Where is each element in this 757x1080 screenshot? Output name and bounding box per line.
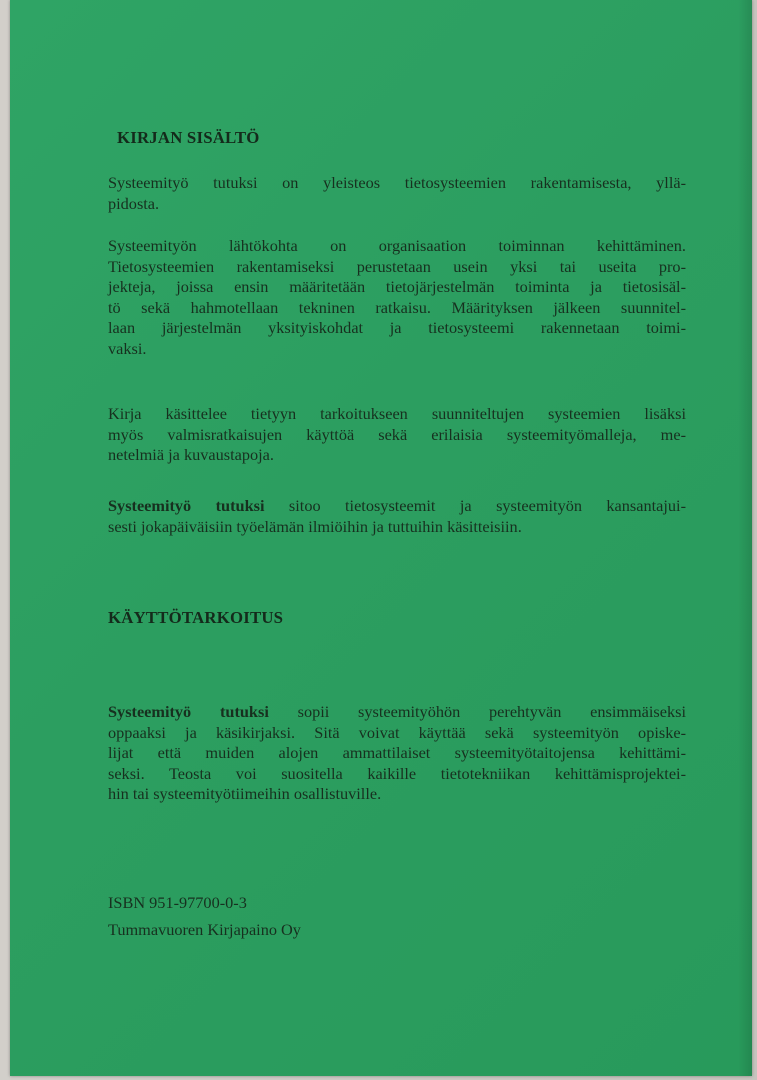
text-line: pidosta.	[108, 193, 160, 213]
text-line: Systeemityö tutuksi on yleisteos tietosysteemien rakentamisesta, yllä-	[108, 173, 686, 192]
text-line: hin tai systeemityötiimeihin osallistuville.	[108, 784, 382, 804]
heading-kirjan-sisalto: KIRJAN SISÄLTÖ	[117, 128, 260, 147]
book-back-cover	[10, 0, 752, 1076]
text-line: Systeemityön lähtökohta on organisaation toiminnan kehittäminen.	[108, 236, 686, 255]
paragraph-intro	[108, 173, 686, 214]
text-line: netelmiä ja kuvaustapoja.	[108, 445, 274, 465]
text-line: Tietosysteemien rakentamiseksi perustetaan usein yksi tai useita pro-	[108, 256, 686, 276]
text-line: oppaaksi ja käsikirjaksi. Sitä voivat käyttää sekä systeemityön opiske-	[108, 722, 686, 742]
paragraph-starting-point	[108, 236, 686, 360]
book-title-bold: Systeemityö tutuksi	[108, 496, 265, 515]
text-line: jektеja, joissa ensin määritetään tietojärjestelmän toiminta ja tietosisäl-	[108, 277, 686, 297]
text-line: laan järjestelmän yksityiskohdat ja tietosysteemi rakennetaan toimi-	[108, 318, 686, 338]
book-title-bold: Systeemityö tutuksi	[108, 702, 269, 721]
heading-kayttotarkoitus: KÄYTTÖTARKOITUS	[108, 608, 284, 627]
text-line: Kirja käsittelee tietyyn tarkoitukseen suunniteltujen systeemien lisäksi	[108, 404, 686, 423]
text-line: myös valmisratkaisujen käyttöä sekä erilaisia systeemityömalleja, me-	[108, 424, 686, 444]
printer-name: Tummavuoren Kirjapaino Oy	[108, 920, 301, 939]
text-line	[108, 702, 686, 723]
text-fragment: sitoo tietosysteemit ja systeemityön kansantajui-	[264, 496, 686, 515]
text-line	[108, 496, 686, 517]
text-line: sesti jokapäiväisiin työelämän ilmiöihin ja tuttuihin käsitteisiin.	[108, 516, 522, 536]
paragraph-scope	[108, 404, 686, 466]
text-fragment: sopii systeemityöhön perehtyvän ensimmäiseksi	[268, 702, 686, 721]
text-line: lijat että muiden alojen ammattilaiset systeemityötaitojensa kehittämi-	[108, 743, 686, 763]
text-line: tö sekä hahmotellaan tekninen ratkaisu. Määrityksen jälkeen suunnitel-	[108, 297, 686, 317]
isbn-number: ISBN 951-97700-0-3	[108, 893, 247, 912]
paragraph-purpose	[108, 702, 686, 805]
paragraph-summary	[108, 496, 686, 537]
text-line: vaksi.	[108, 338, 147, 358]
text-line: seksi. Teosta voi suositella kaikille tietotekniikan kehittämisprojektei-	[108, 763, 686, 783]
